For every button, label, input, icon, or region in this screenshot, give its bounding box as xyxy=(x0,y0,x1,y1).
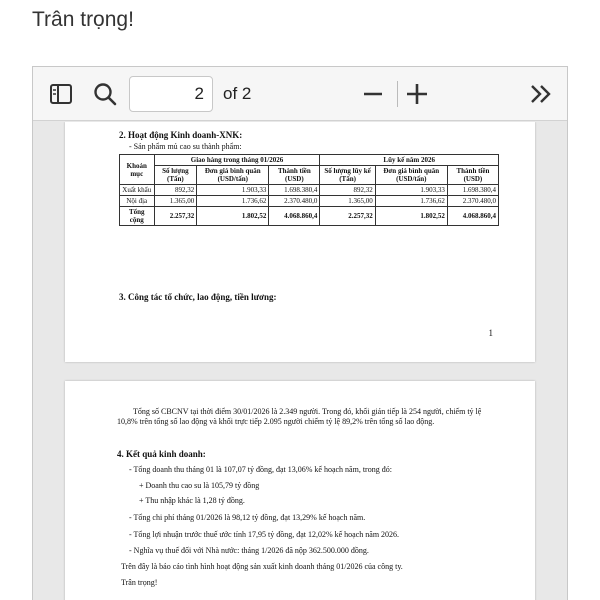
zoom-out-icon[interactable] xyxy=(359,80,387,108)
table-row-total xyxy=(120,207,499,226)
other-income-line: + Thu nhập khác là 1,28 tỷ đồng. xyxy=(139,496,245,505)
toolbar-divider xyxy=(397,81,398,107)
table-subheader: Thành tiền (USD) xyxy=(269,166,320,185)
revenue-line: - Tổng doanh thu tháng 01 là 107,07 tỷ đồng, đạt 13,06% kế hoạch năm, trong đó: xyxy=(129,465,392,474)
table-cell: 892,32 xyxy=(154,185,197,196)
table-cell: 1.903,33 xyxy=(375,185,447,196)
table-cell: 1.903,33 xyxy=(197,185,269,196)
table-subheader: Số lượng lũy kế (Tấn) xyxy=(320,166,375,185)
table-row xyxy=(120,196,499,207)
document-page-2 xyxy=(65,381,535,600)
section-4-title: 4. Kết quả kinh doanh: xyxy=(117,449,206,459)
cost-line: - Tổng chi phí tháng 01/2026 là 98,12 tỷ đồng, đạt 13,29% kế hoạch năm. xyxy=(129,513,366,522)
table-cell: 1.365,00 xyxy=(154,196,197,207)
row-label: Tổng cộng xyxy=(120,207,155,226)
viewer-toolbar xyxy=(33,67,567,121)
sales-table xyxy=(119,154,499,226)
pdf-viewer xyxy=(32,66,568,600)
greeting-text: Trân trọng! xyxy=(32,8,134,31)
document-page-1 xyxy=(65,122,535,362)
more-tools-icon[interactable] xyxy=(527,80,555,108)
closing-line: Trân trọng! xyxy=(121,578,158,587)
table-cell: 2.370.480,0 xyxy=(447,196,498,207)
row-label: Nội địa xyxy=(120,196,155,207)
page-number-input[interactable] xyxy=(129,76,213,112)
table-row xyxy=(120,185,499,196)
table-cell: 2.257,32 xyxy=(320,207,375,226)
table-header-item: Khoản mục xyxy=(120,155,155,185)
section-3-title: 3. Công tác tổ chức, lao động, tiền lương: xyxy=(119,292,277,302)
table-cell: 1.698.380,4 xyxy=(269,185,320,196)
table-cell: 4.068.860,4 xyxy=(269,207,320,226)
table-cell: 2.257,32 xyxy=(154,207,197,226)
section-2-subtitle: - Sản phẩm mủ cao su thành phẩm: xyxy=(129,142,242,151)
row-label: Xuất khẩu xyxy=(120,185,155,196)
sidebar-toggle-icon[interactable] xyxy=(47,80,75,108)
summary-line: Trên đây là báo cáo tình hình hoạt động sản xuất kinh doanh tháng 01/2026 của công ty. xyxy=(121,562,403,571)
table-header-month: Giao hàng trong tháng 01/2026 xyxy=(154,155,320,166)
table-cell: 1.698.380,4 xyxy=(447,185,498,196)
table-cell: 1.365,00 xyxy=(320,196,375,207)
search-icon[interactable] xyxy=(91,80,119,108)
table-cell: 1.736,62 xyxy=(197,196,269,207)
section-2-title: 2. Hoạt động Kinh doanh-XNK: xyxy=(119,130,243,140)
table-subheader: Đơn giá bình quân (USD/tấn) xyxy=(197,166,269,185)
table-cell: 1.736,62 xyxy=(375,196,447,207)
page-number: 1 xyxy=(488,328,493,338)
page-count-label: of 2 xyxy=(223,84,252,103)
table-cell: 1.802,52 xyxy=(197,207,269,226)
table-cell: 4.068.860,4 xyxy=(447,207,498,226)
tax-line: - Nghĩa vụ thuế đối với Nhà nước: tháng 1/2026 đã nộp 362.500.000 đồng. xyxy=(129,546,369,555)
rubber-revenue-line: + Doanh thu cao su là 105,79 tỷ đồng xyxy=(139,481,260,490)
table-subheader: Đơn giá bình quân (USD/tấn) xyxy=(375,166,447,185)
table-cell: 1.802,52 xyxy=(375,207,447,226)
table-header-ytd: Lũy kế năm 2026 xyxy=(320,155,499,166)
staff-paragraph: Tổng số CBCNV tại thời điểm 30/01/2026 là 2.349 người. Trong đó, khối gián tiếp là 254 người, chiếm tỷ lệ 10,8% trên tổng số lao động và khối trực tiếp 2.095 người chiếm tỷ lệ 89,2% trên tổng số lao động. xyxy=(117,407,482,426)
pages-area[interactable] xyxy=(33,122,567,600)
table-cell: 2.370.480,0 xyxy=(269,196,320,207)
table-subheader: Số lượng (Tấn) xyxy=(154,166,197,185)
profit-line: - Tổng lợi nhuận trước thuế ước tính 17,95 tỷ đồng, đạt 12,02% kế hoạch năm 2026. xyxy=(129,530,400,539)
zoom-in-icon[interactable] xyxy=(403,80,431,108)
table-subheader: Thành tiền (USD) xyxy=(447,166,498,185)
table-cell: 892,32 xyxy=(320,185,375,196)
